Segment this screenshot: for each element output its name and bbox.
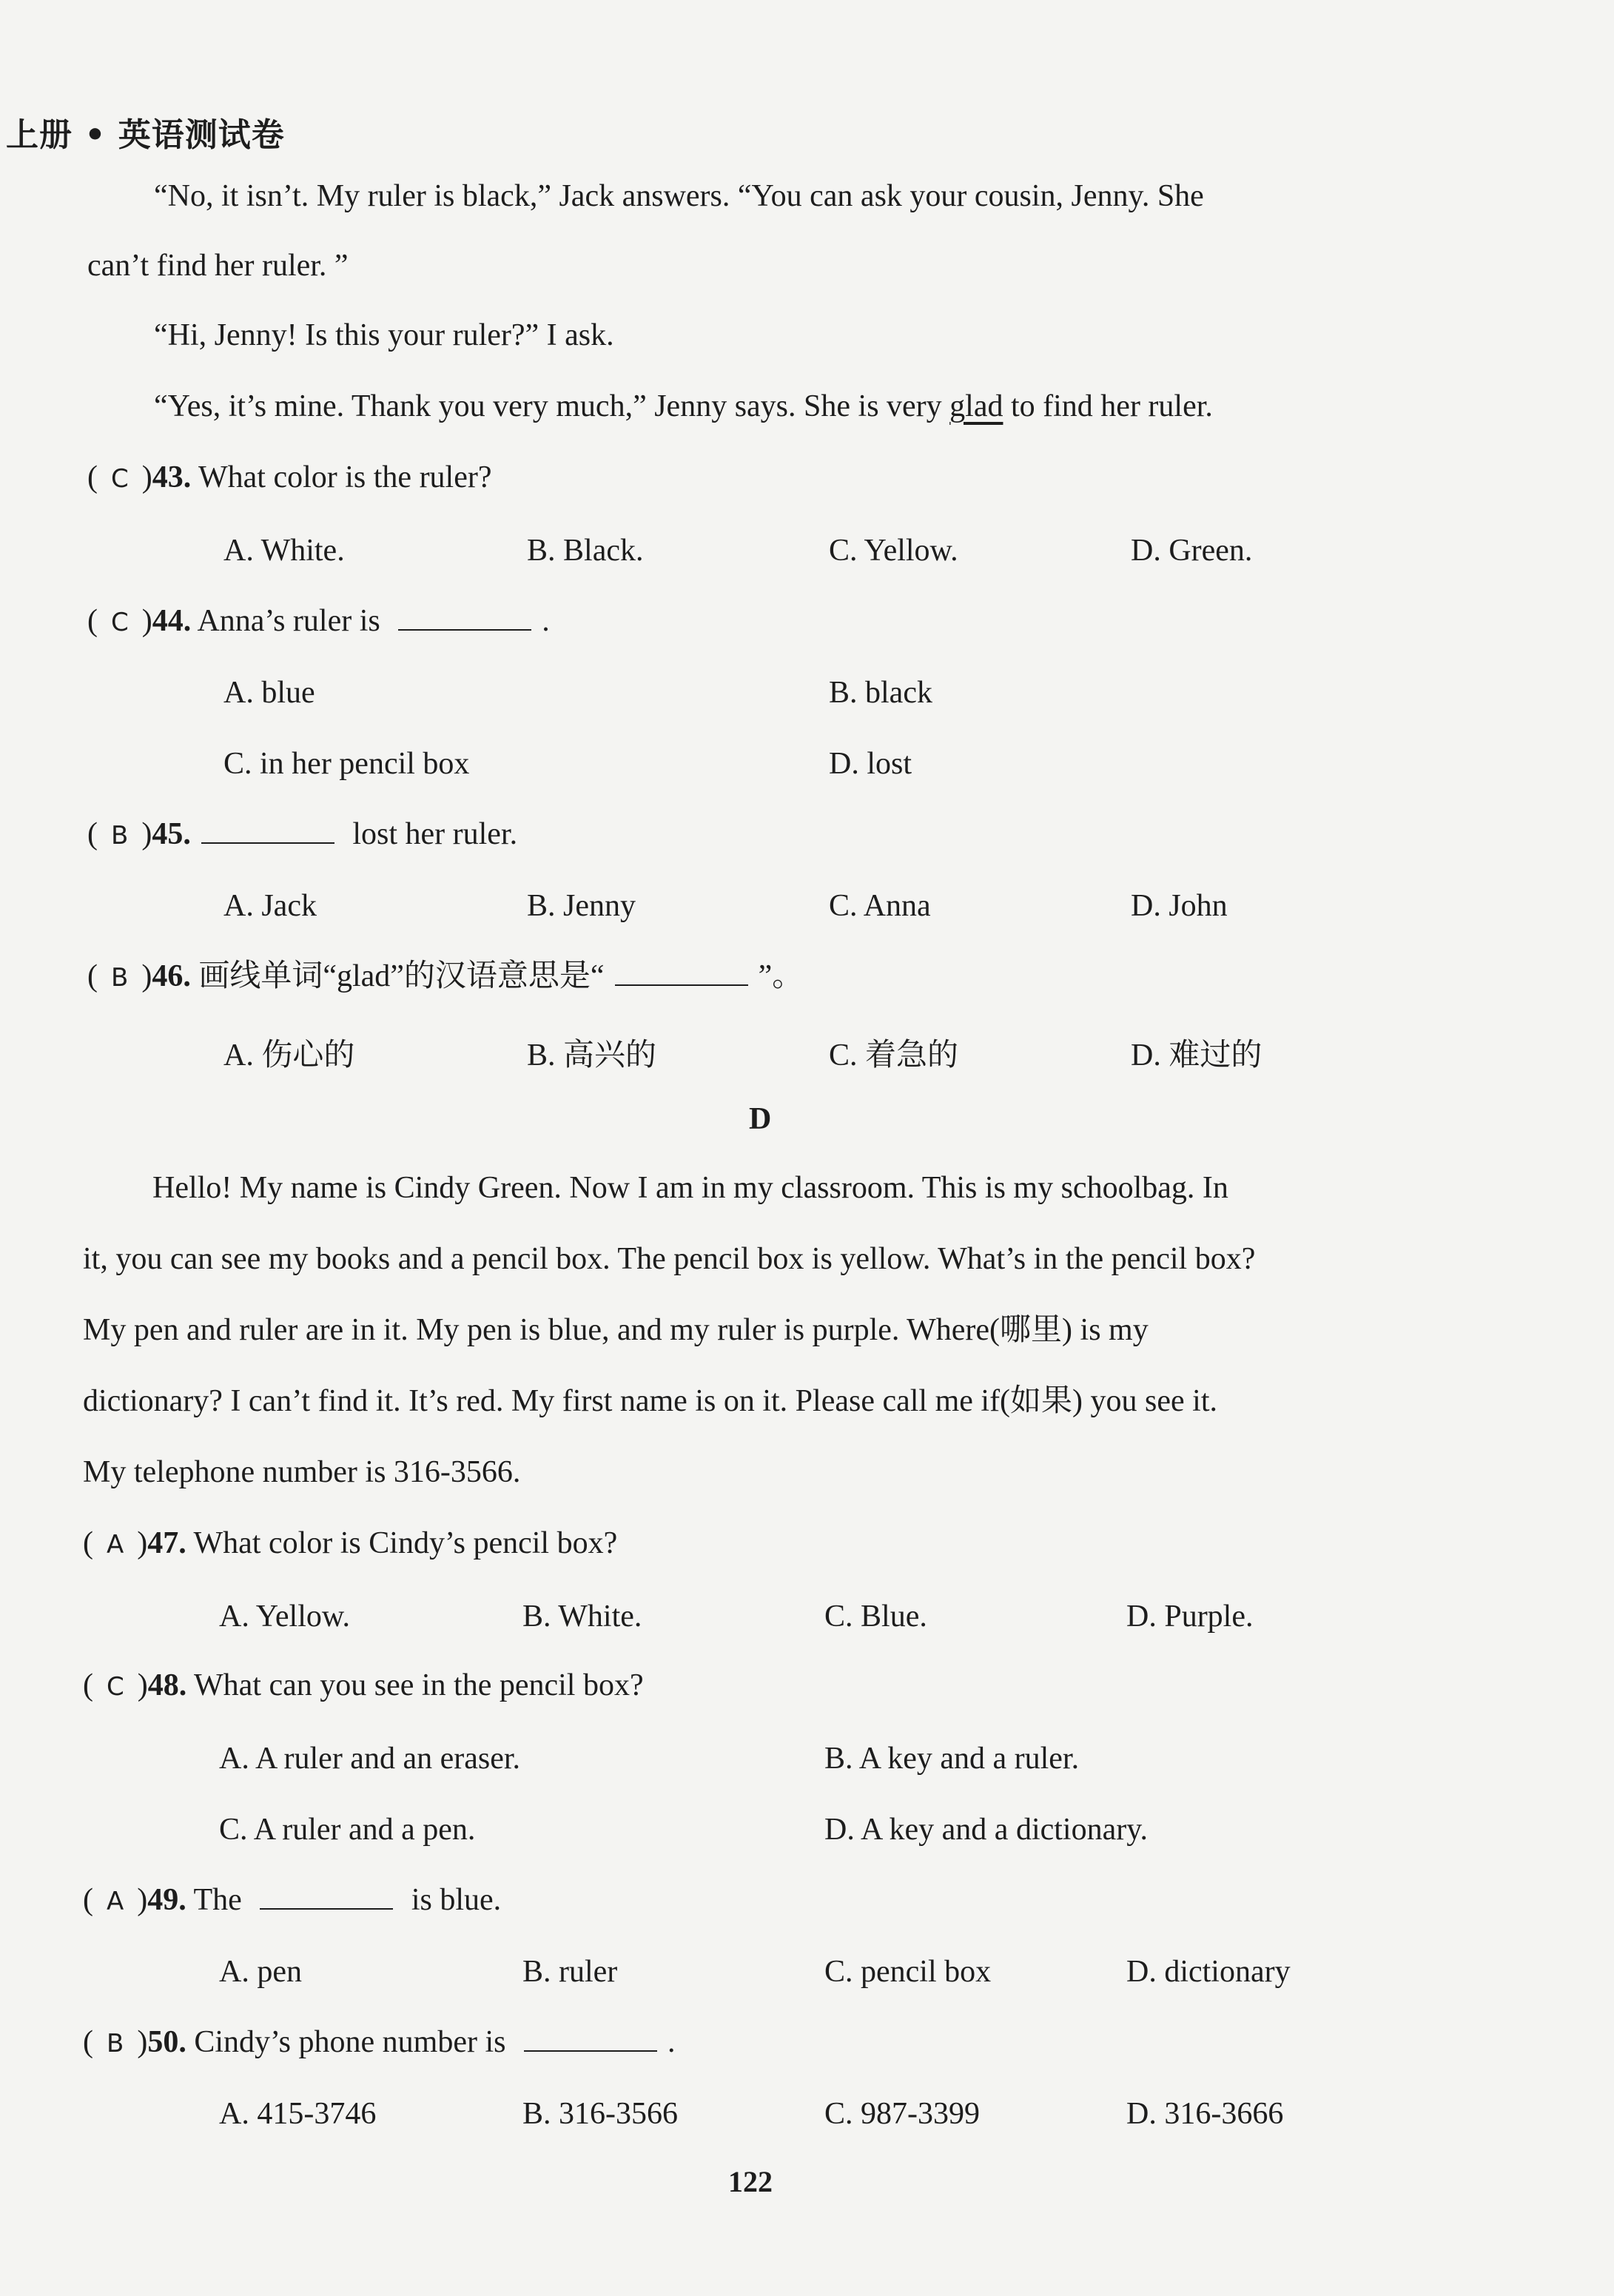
passage-line: it, you can see my books and a pencil box. The pencil box is yellow. What’s in the pencil box? bbox=[83, 1242, 1256, 1276]
option-d: D. dictionary bbox=[1126, 1955, 1291, 1989]
answer-mark: B bbox=[111, 821, 129, 850]
answer-mark: C bbox=[111, 464, 129, 494]
question-44: ( C )44. Anna’s ruler is . bbox=[87, 604, 550, 638]
option-c: C. Anna bbox=[829, 889, 931, 923]
question-46: ( B )46. 画线单词“glad”的汉语意思是“ ”。 bbox=[87, 959, 804, 993]
question-number: 48. bbox=[147, 1668, 187, 1702]
option-c: C. 987-3399 bbox=[824, 2097, 980, 2131]
answer-blank bbox=[615, 959, 748, 986]
option-a: A. 415-3746 bbox=[219, 2097, 377, 2131]
question-number: 50. bbox=[147, 2025, 186, 2059]
option-b: B. White. bbox=[522, 1600, 642, 1634]
answer-blank bbox=[201, 817, 334, 844]
passage-line: “No, it isn’t. My ruler is black,” Jack answers. “You can ask your cousin, Jenny. She bbox=[154, 179, 1204, 213]
question-number: 47. bbox=[147, 1526, 186, 1560]
question-stem: . bbox=[542, 604, 550, 638]
question-49: ( A )49. The is blue. bbox=[83, 1883, 502, 1917]
question-stem: ”。 bbox=[758, 959, 804, 993]
option-c: C. 着急的 bbox=[829, 1038, 959, 1073]
page-header: 上册 • 英语测试卷 bbox=[6, 116, 285, 154]
question-stem: The bbox=[193, 1883, 250, 1917]
option-c: C. Yellow. bbox=[829, 534, 958, 568]
question-stem: What can you see in the pencil box? bbox=[194, 1668, 644, 1702]
question-stem: lost her ruler. bbox=[344, 817, 518, 851]
passage-line: “Hi, Jenny! Is this your ruler?” I ask. bbox=[154, 318, 614, 352]
answer-mark: C bbox=[111, 608, 129, 637]
option-b: B. Jenny bbox=[527, 889, 636, 923]
option-c: C. pencil box bbox=[824, 1955, 992, 1989]
passage-line: My telephone number is 316-3566. bbox=[83, 1455, 521, 1489]
question-stem: What color is the ruler? bbox=[198, 460, 492, 494]
passage-line: My pen and ruler are in it. My pen is blue, and my ruler is purple. Where(哪里) is my bbox=[83, 1313, 1149, 1347]
question-stem: is blue. bbox=[403, 1883, 502, 1917]
option-a: A. A ruler and an eraser. bbox=[219, 1742, 521, 1776]
question-number: 46. bbox=[152, 959, 191, 993]
option-b: B. black bbox=[829, 676, 932, 710]
passage-text: to find her ruler. bbox=[1003, 389, 1213, 423]
answer-mark: B bbox=[107, 2029, 124, 2058]
option-b: B. 高兴的 bbox=[527, 1038, 657, 1073]
section-title: D bbox=[749, 1102, 772, 1136]
question-number: 44. bbox=[152, 604, 192, 638]
option-a: A. White. bbox=[223, 534, 345, 568]
page-number: 122 bbox=[728, 2165, 773, 2198]
option-b: B. Black. bbox=[527, 534, 644, 568]
answer-blank bbox=[260, 1883, 393, 1910]
passage-line bbox=[154, 391, 1213, 422]
option-d: D. Purple. bbox=[1126, 1600, 1254, 1634]
question-47: ( A )47. What color is Cindy’s pencil box? bbox=[83, 1526, 618, 1560]
answer-mark: A bbox=[107, 1530, 124, 1560]
answer-blank bbox=[524, 2025, 657, 2052]
option-a: A. blue bbox=[223, 676, 315, 710]
question-number: 45. bbox=[152, 817, 191, 851]
underlined-word: glad bbox=[949, 389, 1003, 423]
question-50: ( B )50. Cindy’s phone number is . bbox=[83, 2025, 676, 2059]
question-stem: Cindy’s phone number is bbox=[194, 2025, 514, 2059]
option-b: B. 316-3566 bbox=[522, 2097, 678, 2131]
question-stem: . bbox=[667, 2025, 676, 2059]
option-d: D. Green. bbox=[1131, 534, 1253, 568]
option-d: D. lost bbox=[829, 747, 912, 781]
question-stem: Anna’s ruler is bbox=[197, 604, 389, 638]
question-number: 43. bbox=[152, 460, 192, 494]
option-c: C. in her pencil box bbox=[223, 747, 470, 781]
answer-mark: B bbox=[111, 963, 129, 993]
passage-text: “Yes, it’s mine. Thank you very much,” Jenny says. She is very bbox=[154, 389, 950, 423]
question-43: ( C )43. What color is the ruler? bbox=[87, 460, 492, 494]
option-c: C. A ruler and a pen. bbox=[219, 1813, 476, 1847]
question-45: ( B )45. lost her ruler. bbox=[87, 817, 518, 851]
option-d: D. John bbox=[1131, 889, 1228, 923]
answer-blank bbox=[398, 604, 531, 631]
passage-line: dictionary? I can’t find it. It’s red. My first name is on it. Please call me if(如果) you see it. bbox=[83, 1384, 1218, 1418]
option-b: B. A key and a ruler. bbox=[824, 1742, 1080, 1776]
passage-line: can’t find her ruler. ” bbox=[87, 249, 349, 283]
option-d: D. 316-3666 bbox=[1126, 2097, 1284, 2131]
option-a: A. 伤心的 bbox=[223, 1038, 355, 1073]
option-a: A. Jack bbox=[223, 889, 317, 923]
answer-mark: C bbox=[107, 1672, 124, 1702]
option-d: D. 难过的 bbox=[1131, 1038, 1262, 1073]
option-a: A. pen bbox=[219, 1955, 302, 1989]
option-d: D. A key and a dictionary. bbox=[824, 1813, 1149, 1847]
answer-mark: A bbox=[107, 1887, 124, 1916]
passage-line: Hello! My name is Cindy Green. Now I am in my classroom. This is my schoolbag. In bbox=[152, 1171, 1228, 1205]
question-number: 49. bbox=[147, 1883, 186, 1917]
option-c: C. Blue. bbox=[824, 1600, 927, 1634]
question-stem: 画线单词“glad”的汉语意思是“ bbox=[198, 959, 605, 993]
option-b: B. ruler bbox=[522, 1955, 618, 1989]
option-a: A. Yellow. bbox=[219, 1600, 350, 1634]
question-stem: What color is Cindy’s pencil box? bbox=[193, 1526, 618, 1560]
question-48: ( C )48. What can you see in the pencil box? bbox=[83, 1668, 644, 1702]
